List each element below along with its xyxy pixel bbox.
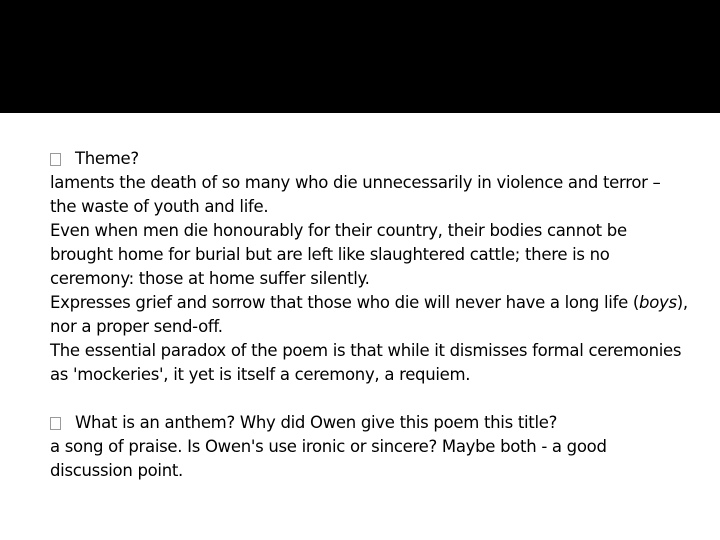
anthem-answer-paragraph: a song of praise. Is Owen's use ironic or sincere? Maybe both - a good discussion point. bbox=[50, 437, 607, 480]
anthem-heading: What is an anthem? Why did Owen give this poem this title? bbox=[75, 413, 558, 432]
slide-body bbox=[50, 147, 690, 483]
square-bullet-icon bbox=[50, 417, 61, 430]
grief-paragraph bbox=[50, 291, 690, 339]
laments-paragraph: laments the death of so many who die unnecessarily in violence and terror – the waste of youth and life. bbox=[50, 173, 661, 216]
paradox-paragraph: The essential paradox of the poem is that while it dismisses formal ceremonies as 'mockeries', it yet is itself a ceremony, a requiem. bbox=[50, 341, 682, 384]
top-banner bbox=[0, 0, 720, 113]
square-bullet-icon bbox=[50, 153, 61, 166]
bullet-anthem bbox=[50, 411, 690, 435]
theme-heading: Theme? bbox=[75, 149, 139, 168]
bullet-theme bbox=[50, 147, 690, 171]
grief-text-italic: boys bbox=[639, 293, 677, 312]
grief-text-before: Expresses grief and sorrow that those who die will never have a long life ( bbox=[50, 293, 640, 312]
honourably-paragraph: Even when men die honourably for their country, their bodies cannot be brought home for burial but are left like slaughtered cattle; there is no ceremony: those at home suffer silently. bbox=[50, 221, 627, 288]
grief-text-after: ), nor a proper send-off. bbox=[50, 293, 688, 336]
section-gap bbox=[50, 387, 690, 411]
